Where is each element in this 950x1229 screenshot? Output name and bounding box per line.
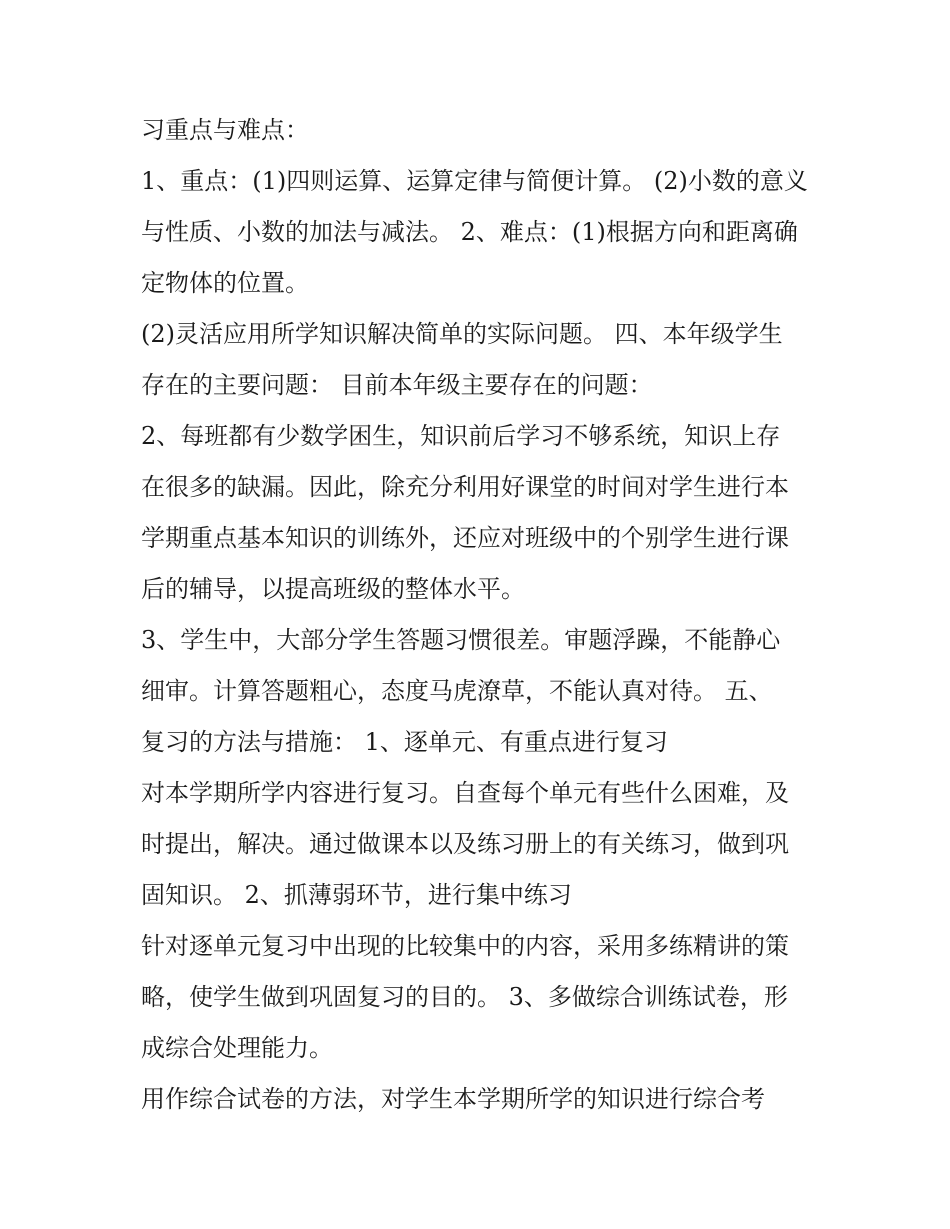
text-line: 复习的方法与措施： 1、逐单元、有重点进行复习	[141, 728, 668, 756]
text-line: 针对逐单元复习中出现的比较集中的内容，采用多练精讲的策	[141, 932, 789, 960]
text-line: 定物体的位置。	[141, 269, 309, 297]
text-line: 后的辅导，以提高班级的整体水平。	[141, 575, 525, 603]
text-line: 固知识。 2、抓薄弱环节，进行集中练习	[141, 881, 572, 909]
text-line: 2、每班都有少数学困生，知识前后学习不够系统，知识上存	[141, 422, 781, 450]
text-line: 时提出，解决。通过做课本以及练习册上的有关练习，做到巩	[141, 830, 789, 858]
text-line: 习重点与难点：	[141, 116, 309, 144]
text-line: 学期重点基本知识的训练外，还应对班级中的个别学生进行课	[141, 524, 789, 552]
text-line: 略，使学生做到巩固复习的目的。 3、多做综合训练试卷，形	[141, 983, 788, 1011]
text-line: 成综合处理能力。	[141, 1034, 333, 1062]
text-line: 与性质、小数的加法与减法。 2、难点：(1)根据方向和距离确	[141, 218, 798, 246]
text-line: 用作综合试卷的方法，对学生本学期所学的知识进行综合考	[141, 1085, 765, 1113]
text-line: 3、学生中，大部分学生答题习惯很差。审题浮躁，不能静心	[141, 626, 781, 654]
text-line: 1、重点：(1)四则运算、运算定律与简便计算。 (2)小数的意义	[141, 167, 808, 195]
text-line: 细审。计算答题粗心，态度马虎潦草，不能认真对待。 五、	[141, 677, 773, 705]
body-text	[141, 105, 831, 1125]
text-line: 在很多的缺漏。因此，除充分利用好课堂的时间对学生进行本	[141, 473, 789, 501]
text-line: 对本学期所学内容进行复习。自查每个单元有些什么困难，及	[141, 779, 789, 807]
text-line: 存在的主要问题： 目前本年级主要存在的问题：	[141, 371, 653, 399]
text-line: (2)灵活应用所学知识解决简单的实际问题。 四、本年级学生	[141, 320, 783, 348]
